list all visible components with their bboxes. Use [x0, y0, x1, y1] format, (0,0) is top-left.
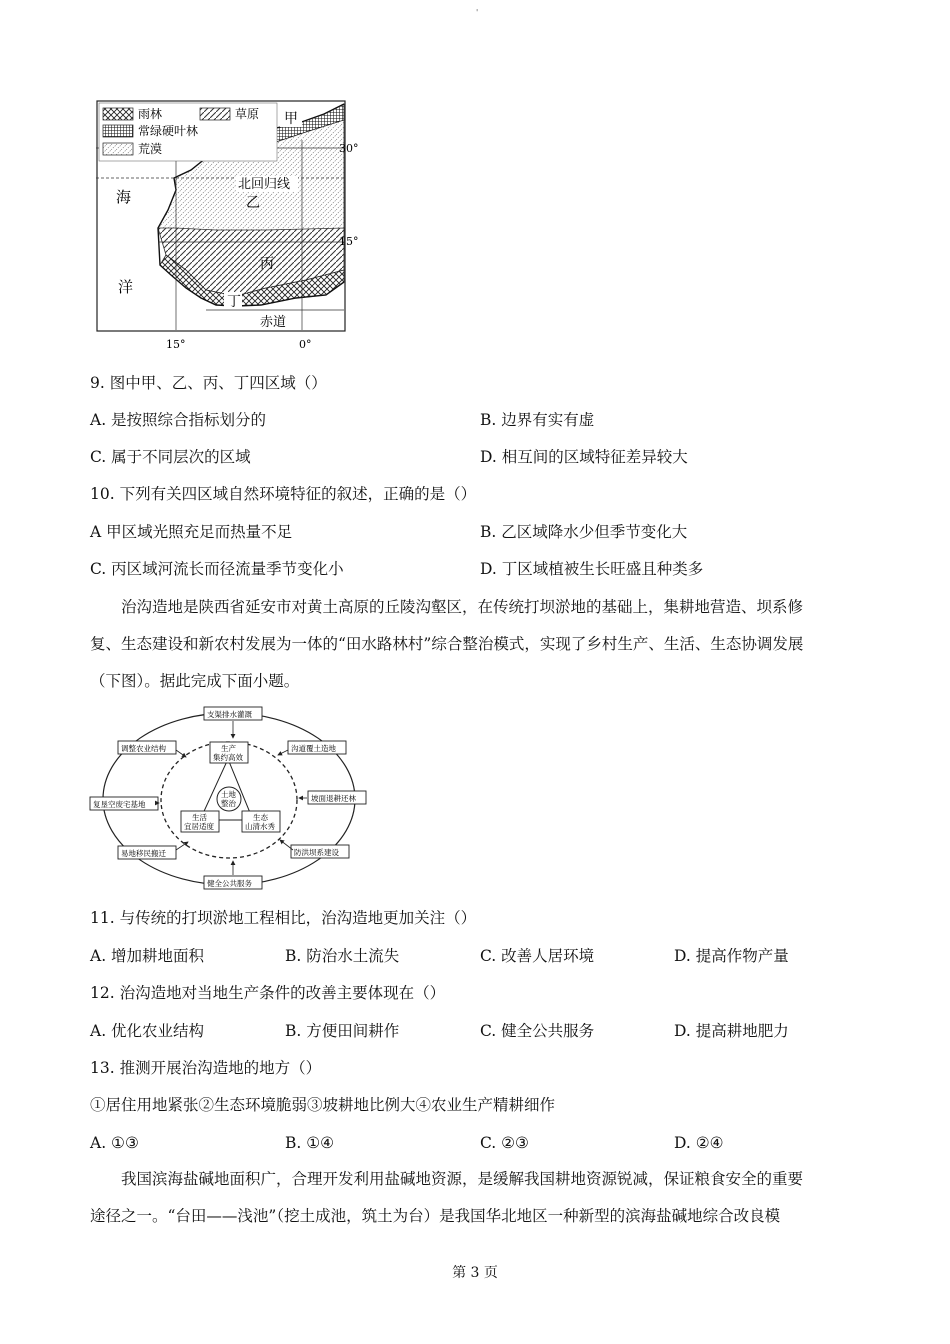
q11-option-b: B. 防治水土流失 — [285, 947, 400, 965]
tropic-label: 北回归线 — [238, 177, 291, 192]
lon0-label: 0° — [299, 338, 312, 351]
q10-option-b: B. 乙区域降水少但季节变化大 — [480, 523, 688, 541]
q12-stem: 12. 治沟造地对当地生产条件的改善主要体现在（） — [90, 984, 446, 1002]
passage-1 — [90, 589, 862, 700]
region-bing: 丙 — [260, 256, 274, 272]
outer-box-top-right — [288, 741, 346, 754]
outer-box-bottom — [204, 876, 262, 889]
sea-label-1: 海 — [116, 188, 132, 206]
equator-label: 赤道 — [260, 315, 287, 330]
outer-box-left — [90, 797, 158, 810]
q10-option-c: C. 丙区域河流长而径流量季节变化小 — [90, 560, 344, 578]
q9-option-b: B. 边界有实有虚 — [480, 411, 595, 429]
q12-option-b: B. 方便田间耕作 — [285, 1022, 400, 1040]
legend-desert: 荒漠 — [138, 142, 163, 156]
q13-option-b: B. ①④ — [285, 1134, 335, 1152]
outer-label-2: 沟道覆土造地 — [291, 744, 336, 753]
lon15-label: 15° — [166, 338, 186, 351]
region-ding: 丁 — [227, 294, 241, 310]
ecology-title: 生态 — [253, 813, 268, 822]
top-mark: ' — [476, 8, 479, 17]
region-jia: 甲 — [284, 111, 298, 127]
passage-2-line-2: 途径之一。“台田——浅池”（挖土成池，筑土为台）是我国华北地区一种新型的滨海盐碱地综合改良模 — [90, 1207, 781, 1225]
center-line-1: 土地 — [221, 790, 236, 799]
q10-option-d: D. 丁区域植被生长旺盛且种类多 — [480, 560, 704, 578]
production-desc: 集约高效 — [213, 753, 243, 762]
outer-box-top — [204, 707, 262, 720]
legend-rainforest: 雨林 — [138, 107, 163, 121]
page-number: 第 3 页 — [452, 1265, 498, 1281]
center-line-2: 整治 — [221, 799, 236, 808]
sea-label-2: 洋 — [118, 278, 134, 296]
passage-1-line-1: 治沟造地是陕西省延安市对黄土高原的丘陵沟壑区，在传统打坝淤地的基础上，集耕地营造、坝系修 — [121, 598, 804, 616]
outer-box-bottom-right — [291, 845, 349, 858]
q10-stem: 10. 下列有关四区域自然环境特征的叙述，正确的是（） — [90, 485, 477, 503]
ecology-desc: 山清水秀 — [245, 822, 275, 831]
q9-option-c: C. 属于不同层次的区域 — [90, 448, 251, 466]
q9-option-d: D. 相互间的区域特征差异较大 — [480, 448, 688, 466]
region-yi: 乙 — [246, 195, 260, 211]
q9-stem: 9. 图中甲、乙、丙、丁四区域（） — [90, 374, 327, 392]
life-title: 生活 — [192, 813, 207, 822]
legend-sclerophyll: 常绿硬叶林 — [138, 124, 199, 138]
q13-statements: ①居住用地紧张②生态环境脆弱③坡耕地比例大④农业生产精耕细作 — [90, 1096, 556, 1114]
outer-label-7: 复垦空废宅基地 — [93, 800, 146, 809]
q13-stem: 13. 推测开展治沟造地的地方（） — [90, 1059, 322, 1077]
q12-option-d: D. 提高耕地肥力 — [674, 1022, 789, 1040]
legend-grassland: 草原 — [235, 107, 260, 121]
q11-stem: 11. 与传统的打坝淤地工程相比，治沟造地更加关注（） — [90, 909, 477, 927]
outer-label-8: 调整农业结构 — [121, 744, 166, 753]
production-title: 生产 — [221, 744, 236, 753]
outer-label-6: 易地移民搬迁 — [121, 849, 166, 858]
passage-2 — [90, 1161, 862, 1235]
q13-option-a: A. ①③ — [90, 1134, 139, 1152]
lat15-label: 15° — [339, 235, 359, 248]
q11-option-a: A. 增加耕地面积 — [90, 947, 205, 965]
outer-label-4: 防洪坝系建设 — [294, 848, 339, 857]
q13-option-d: D. ②④ — [674, 1134, 724, 1152]
q13-option-c: C. ②③ — [480, 1134, 529, 1152]
land-consolidation-diagram — [88, 705, 368, 893]
lat30-label: 30° — [339, 142, 359, 155]
life-desc: 宜居适度 — [184, 822, 214, 831]
passage-1-line-2: 复、生态建设和新农村发展为一体的“田水路林村”综合整治模式，实现了乡村生产、生活、生态协调发展 — [90, 635, 804, 653]
outer-box-bottom-left — [118, 846, 176, 859]
vegetation-map — [96, 100, 359, 360]
q11-option-c: C. 改善人居环境 — [480, 947, 595, 965]
q12-option-a: A. 优化农业结构 — [90, 1022, 205, 1040]
outer-label-5: 健全公共服务 — [207, 879, 252, 888]
outer-box-top-left — [118, 741, 176, 754]
q12-option-c: C. 健全公共服务 — [480, 1022, 595, 1040]
q9-option-a: A. 是按照综合指标划分的 — [90, 411, 267, 429]
outer-box-right — [308, 791, 366, 804]
outer-label-1: 支渠排水灌溉 — [207, 710, 252, 719]
passage-1-line-3: （下图）。据此完成下面小题。 — [90, 672, 300, 690]
q10-option-a: A 甲区域光照充足而热量不足 — [90, 523, 293, 541]
q11-option-d: D. 提高作物产量 — [674, 947, 789, 965]
passage-2-line-1: 我国滨海盐碱地面积广，合理开发利用盐碱地资源，是缓解我国耕地资源锐减，保证粮食安全的重要 — [121, 1170, 804, 1188]
outer-label-3: 坡面退耕还林 — [311, 794, 356, 803]
